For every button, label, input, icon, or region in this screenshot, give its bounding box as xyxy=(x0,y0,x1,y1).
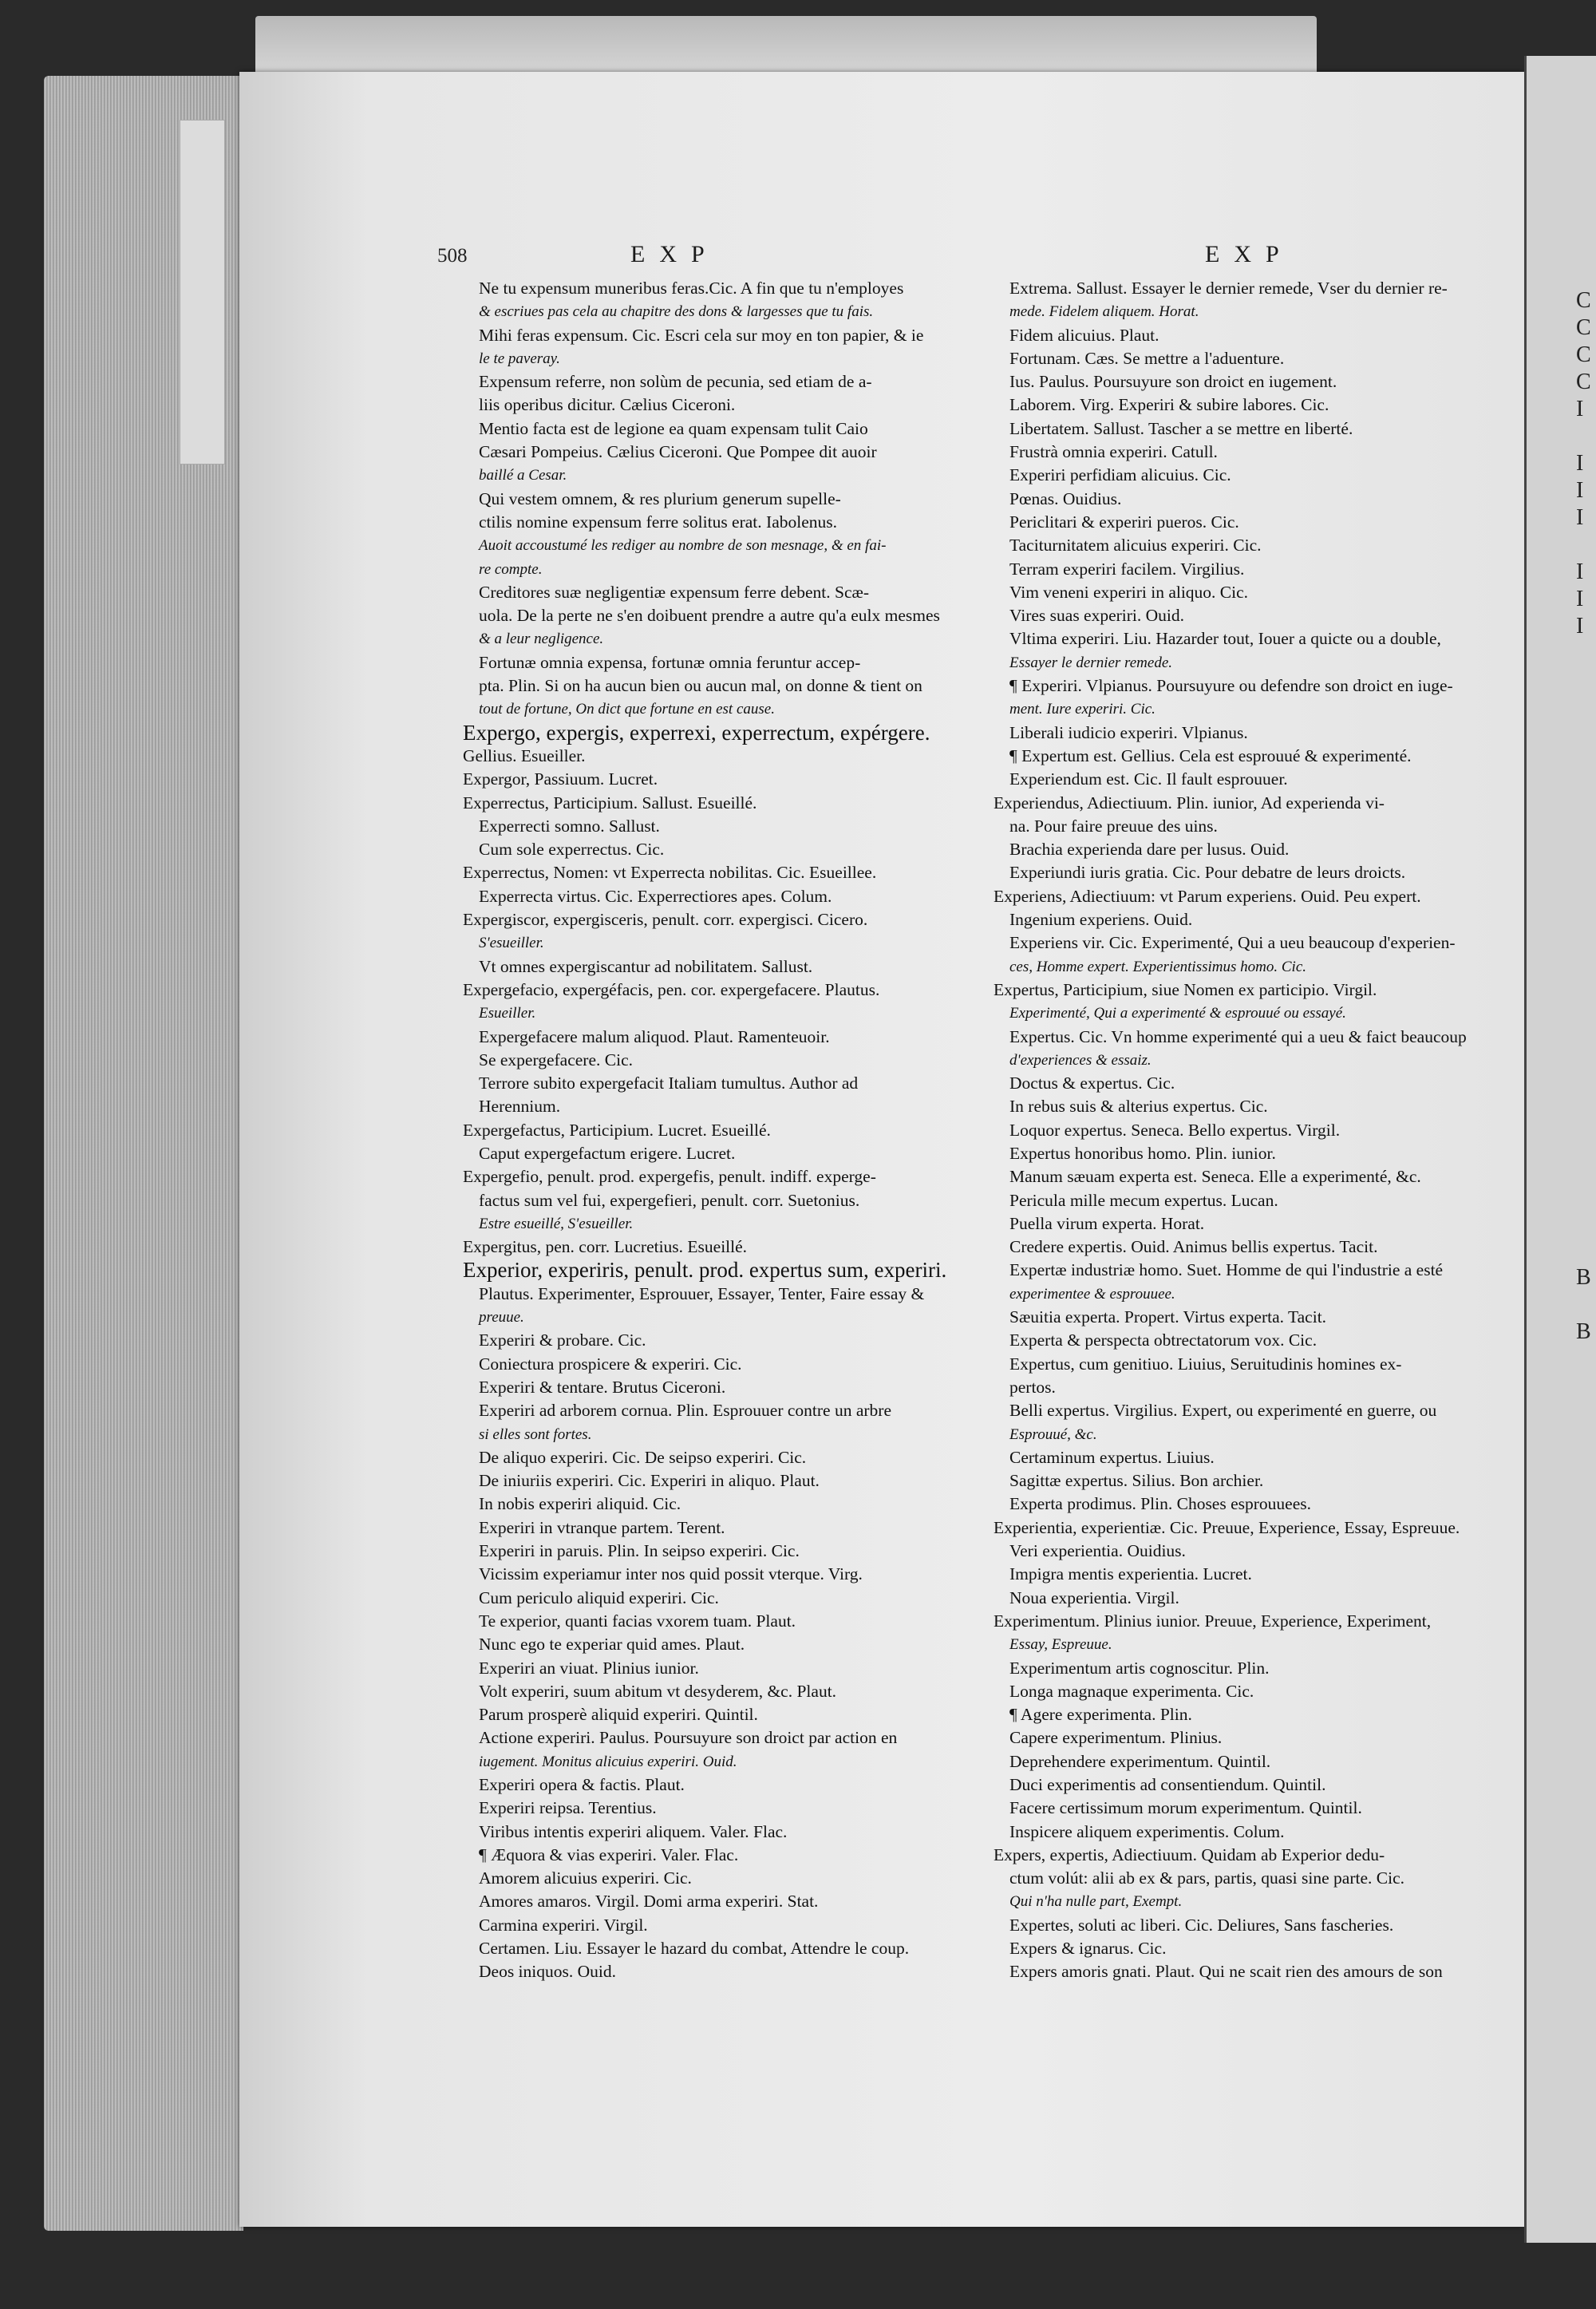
dictionary-line: Vires suas experiri. Ouid. xyxy=(1009,606,1185,626)
margin-letter xyxy=(1576,1291,1596,1319)
margin-letter xyxy=(1576,722,1596,749)
dictionary-line: pta. Plin. Si on ha aucun bien ou aucun mal, on donne & tient on xyxy=(479,676,922,696)
dictionary-line: experimentee & esprouuee. xyxy=(1009,1285,1175,1303)
dictionary-line: Qui vestem omnem, & res plurium generum supelle- xyxy=(479,488,841,508)
dictionary-line: Cæsari Pompeius. Cælius Ciceroni. Que Pompee dit auoir xyxy=(479,442,877,462)
dictionary-line: ment. Iure experiri. Cic. xyxy=(1009,701,1156,718)
dictionary-line: Experiri & probare. Cic. xyxy=(479,1330,646,1350)
dictionary-line: Vltima experiri. Liu. Hazarder tout, Iouer a quicte ou a double, xyxy=(1009,629,1441,649)
margin-letter xyxy=(1576,857,1596,884)
dictionary-line: Expertus. Cic. Vn homme experimenté qui a ueu & faict beaucoup xyxy=(1009,1026,1467,1046)
running-head-right: EXP xyxy=(1205,241,1294,267)
dictionary-line: preuue. xyxy=(479,1309,524,1326)
dictionary-line: Noua experientia. Virgil. xyxy=(1009,1587,1179,1607)
dictionary-line: Experiri opera & factis. Plaut. xyxy=(479,1775,685,1794)
dictionary-line: Experiri ad arborem cornua. Plin. Esprouuer contre un arbre xyxy=(479,1401,891,1421)
margin-letter xyxy=(1576,1101,1596,1129)
dictionary-line: Expertus, Participium, siue Nomen ex participio. Virgil. xyxy=(994,979,1377,999)
dictionary-line: Creditores suæ negligentiæ expensum ferre debent. Scæ- xyxy=(479,582,870,602)
dictionary-line: pertos. xyxy=(1009,1377,1056,1397)
margin-letter xyxy=(1576,532,1596,559)
dictionary-line: iugement. Monitus alicuius experiri. Ouid. xyxy=(479,1753,737,1770)
dictionary-line: Experiri in vtranque partem. Terent. xyxy=(479,1517,725,1537)
dictionary-line: Certaminum expertus. Liuius. xyxy=(1009,1447,1215,1467)
dictionary-line: Experiri perfidiam alicuius. Cic. xyxy=(1009,465,1231,485)
dictionary-line: Expertus, cum genitiuo. Liuius, Seruitudinis homines ex- xyxy=(1009,1354,1402,1374)
dictionary-line: Carmina experiri. Virgil. xyxy=(479,1915,648,1935)
dictionary-line: baillé a Cesar. xyxy=(479,467,567,484)
dictionary-line: Fortunam. Cæs. Se mettre a l'aduenture. xyxy=(1009,348,1285,368)
dictionary-line: Auoit accoustumé les rediger au nombre de son mesnage, & en fai- xyxy=(479,537,887,555)
dictionary-line: Expergefacere malum aliquod. Plaut. Ramenteuoir. xyxy=(479,1026,830,1046)
dictionary-line: Laborem. Virg. Experiri & subire labores. Cic. xyxy=(1009,395,1329,415)
dictionary-line: Expergitus, pen. corr. Lucretius. Esueillé. xyxy=(463,1237,748,1257)
dictionary-line: Liberali iudicio experiri. Vlpianus. xyxy=(1009,722,1248,742)
dictionary-line: Experrecti somno. Sallust. xyxy=(479,816,660,836)
dictionary-line: Esprouué, &c. xyxy=(1009,1425,1097,1443)
dictionary-line: Amores amaros. Virgil. Domi arma experiri. Stat. xyxy=(479,1892,819,1912)
dictionary-line: Experiundi iuris gratia. Cic. Pour debatre de leurs droicts. xyxy=(1009,863,1406,883)
dictionary-line: ctilis nomine expensum ferre solitus erat. Iabolenus. xyxy=(479,512,837,532)
margin-letter xyxy=(1576,1129,1596,1156)
dictionary-line: Esueiller. xyxy=(479,1005,536,1022)
margin-letter: B xyxy=(1576,1265,1591,1290)
dictionary-line: Cum periculo aliquid experiri. Cic. xyxy=(479,1587,719,1607)
dictionary-line: Experiri reipsa. Terentius. xyxy=(479,1798,657,1818)
dictionary-line: Expertes, soluti ac liberi. Cic. Deliures, Sans fascheries. xyxy=(1009,1915,1394,1935)
dictionary-line: Certamen. Liu. Essayer le hazard du combat, Attendre le coup. xyxy=(479,1939,910,1959)
dictionary-line: Caput expergefactum erigere. Lucret. xyxy=(479,1143,736,1163)
margin-letter xyxy=(1576,830,1596,857)
dictionary-line: Experiri & tentare. Brutus Ciceroni. xyxy=(479,1377,726,1397)
dictionary-line: Expergefio, penult. prod. expergefis, penult. indiff. experge- xyxy=(463,1167,876,1187)
margin-letter: C xyxy=(1576,342,1591,367)
page-top-edge xyxy=(255,16,1317,80)
dictionary-line: Frustrà omnia experiri. Catull. xyxy=(1009,442,1218,462)
dictionary-line: tout de fortune, On dict que fortune en est cause. xyxy=(479,701,775,718)
dictionary-line: Actione experiri. Paulus. Poursuyure son droict par action en xyxy=(479,1728,898,1748)
dictionary-line: d'experiences & essaiz. xyxy=(1009,1051,1152,1069)
dictionary-line: na. Pour faire preuue des uins. xyxy=(1009,816,1218,836)
dictionary-line: Expertæ industriæ homo. Suet. Homme de qui l'industrie a esté xyxy=(1009,1260,1444,1280)
dictionary-line: Experior, experiris, penult. prod. expertus sum, experiri. xyxy=(463,1259,947,1283)
page-number: 508 xyxy=(437,245,468,267)
dictionary-line: re compte. xyxy=(479,560,543,578)
margin-letter: C xyxy=(1576,315,1591,340)
facing-page-margin-letters xyxy=(1576,287,1596,1346)
dictionary-line: Expergiscor, expergisceris, penult. corr. expergisci. Cicero. xyxy=(463,910,868,930)
dictionary-line: Cum sole experrectus. Cic. xyxy=(479,840,665,860)
dictionary-line: & escriues pas cela au chapitre des dons & largesses que tu fais. xyxy=(479,303,874,321)
dictionary-line: Volt experiri, suum abitum vt desyderem, &c. Plaut. xyxy=(479,1681,837,1701)
dictionary-line: Fortunæ omnia expensa, fortunæ omnia feruntur accep- xyxy=(479,652,861,672)
margin-letter xyxy=(1576,776,1596,803)
dictionary-line: Vicissim experiamur inter nos quid possit vterque. Virg. xyxy=(479,1564,863,1584)
dictionary-line: Experiendum est. Cic. Il fault esprouuer. xyxy=(1009,769,1288,789)
right-column xyxy=(994,277,1480,1984)
dictionary-line: Libertatem. Sallust. Tascher a se mettre en liberté. xyxy=(1009,418,1353,438)
dictionary-line: Deprehendere experimentum. Quintil. xyxy=(1009,1751,1271,1771)
dictionary-line: Terram experiri facilem. Virgilius. xyxy=(1009,559,1245,579)
dictionary-line: Manum sæuam experta est. Seneca. Elle a experimenté, &c. xyxy=(1009,1167,1421,1187)
margin-letter: I xyxy=(1576,451,1584,476)
margin-letter: C xyxy=(1576,370,1591,394)
dictionary-line: Coniectura prospicere & experiri. Cic. xyxy=(479,1354,742,1374)
dictionary-line: Impigra mentis experientia. Lucret. xyxy=(1009,1564,1252,1584)
dictionary-line: Experiens vir. Cic. Experimenté, Qui a ueu beaucoup d'experien- xyxy=(1009,933,1456,953)
margin-letter: I xyxy=(1576,587,1584,611)
margin-letter xyxy=(1576,749,1596,776)
dictionary-line: Brachia experienda dare per lusus. Ouid. xyxy=(1009,840,1290,860)
dictionary-line: Fidem alicuius. Plaut. xyxy=(1009,325,1159,345)
dictionary-line: Plautus. Experimenter, Esprouuer, Essayer, Tenter, Faire essay & xyxy=(479,1283,925,1303)
margin-letter xyxy=(1576,1183,1596,1210)
dictionary-line: Experrecta virtus. Cic. Experrectiores apes. Colum. xyxy=(479,886,832,906)
dictionary-line: Experta & perspecta obtrectatorum vox. Cic. xyxy=(1009,1330,1317,1350)
dictionary-line: Expensum referre, non solùm de pecunia, sed etiam de a- xyxy=(479,372,872,392)
left-column xyxy=(463,277,954,1984)
margin-letter xyxy=(1576,423,1596,450)
dictionary-line: Puella virum experta. Horat. xyxy=(1009,1213,1205,1233)
margin-letter: I xyxy=(1576,505,1584,530)
dictionary-line: Vt omnes expergiscantur ad nobilitatem. Sallust. xyxy=(479,956,813,976)
dictionary-line: Experiri an viuat. Plinius iunior. xyxy=(479,1658,699,1678)
running-head-left: EXP xyxy=(630,241,719,267)
dictionary-line: Experiens, Adiectiuum: vt Parum experiens. Ouid. Peu expert. xyxy=(994,886,1421,906)
dictionary-line: Vim veneni experiri in aliquo. Cic. xyxy=(1009,582,1249,602)
margin-letter xyxy=(1576,993,1596,1020)
dictionary-line: Experiri in paruis. Plin. In seipso experiri. Cic. xyxy=(479,1541,800,1561)
dictionary-line: Extrema. Sallust. Essayer le dernier remede, Vser du dernier re- xyxy=(1009,279,1448,298)
dictionary-line: Longa magnaque experimenta. Cic. xyxy=(1009,1681,1254,1701)
dictionary-line: Se expergefacere. Cic. xyxy=(479,1050,633,1069)
dictionary-line: Expers, expertis, Adiectiuum. Quidam ab Experior dedu- xyxy=(994,1844,1385,1864)
dictionary-line: mede. Fidelem aliquem. Horat. xyxy=(1009,303,1199,321)
dictionary-line: liis operibus dicitur. Cælius Ciceroni. xyxy=(479,395,736,415)
dictionary-line: Loquor expertus. Seneca. Bello expertus. Virgil. xyxy=(1009,1120,1341,1140)
dictionary-line: Mihi feras expensum. Cic. Escri cela sur moy en ton papier, & ie xyxy=(479,325,924,345)
dictionary-line: In nobis experiri aliquid. Cic. xyxy=(479,1494,681,1514)
dictionary-line: Duci experimentis ad consentiendum. Quintil. xyxy=(1009,1775,1326,1794)
dictionary-line: S'esueiller. xyxy=(479,935,544,952)
dictionary-line: Nunc ego te experiar quid ames. Plaut. xyxy=(479,1635,745,1655)
dictionary-line: Experimentum. Plinius iunior. Preuue, Experience, Experiment, xyxy=(994,1611,1432,1631)
dictionary-line: In rebus suis & alterius expertus. Cic. xyxy=(1009,1097,1268,1117)
dictionary-line: ¶ Expertum est. Gellius. Cela est esprouué & experimenté. xyxy=(1009,745,1412,765)
dictionary-line: Pœnas. Ouidius. xyxy=(1009,488,1122,508)
dictionary-line: Amorem alicuius experiri. Cic. xyxy=(479,1868,692,1888)
margin-letter xyxy=(1576,640,1596,667)
dictionary-line: Inspicere aliquem experimentis. Colum. xyxy=(1009,1821,1285,1841)
margin-letter xyxy=(1576,1210,1596,1237)
dictionary-line: factus sum vel fui, expergefieri, penult. corr. Suetonius. xyxy=(479,1190,860,1210)
dictionary-line: Expertus honoribus homo. Plin. iunior. xyxy=(1009,1143,1276,1163)
dictionary-line: Doctus & expertus. Cic. xyxy=(1009,1073,1175,1093)
dictionary-line: Mentio facta est de legione ea quam expensam tulit Caio xyxy=(479,418,868,438)
margin-letter: B xyxy=(1576,1319,1591,1344)
margin-letter: I xyxy=(1576,478,1584,503)
dictionary-line: Essayer le dernier remede. xyxy=(1009,654,1173,671)
dictionary-line: Deos iniquos. Ouid. xyxy=(479,1962,616,1982)
dictionary-line: De iniuriis experiri. Cic. Experiri in aliquo. Plaut. xyxy=(479,1471,820,1491)
dictionary-line: Taciturnitatem alicuius experiri. Cic. xyxy=(1009,536,1262,556)
margin-letter: C xyxy=(1576,288,1591,313)
dictionary-line: ctum volút: alii ab ex & pars, partis, quasi sine parte. Cic. xyxy=(1009,1868,1404,1888)
margin-letter xyxy=(1576,1047,1596,1074)
margin-letter xyxy=(1576,911,1596,939)
margin-letter: I xyxy=(1576,559,1584,584)
dictionary-line: De aliquo experiri. Cic. De seipso experiri. Cic. xyxy=(479,1447,807,1467)
paper-slip xyxy=(180,120,225,465)
margin-letter xyxy=(1576,939,1596,966)
dictionary-line: Facere certissimum morum experimentum. Quintil. xyxy=(1009,1798,1362,1818)
dictionary-line: Expergor, Passiuum. Lucret. xyxy=(463,769,658,789)
dictionary-line: Qui n'ha nulle part, Exempt. xyxy=(1009,1893,1183,1911)
margin-letter xyxy=(1576,1156,1596,1183)
dictionary-line: Sagittæ expertus. Silius. Bon archier. xyxy=(1009,1471,1264,1491)
dictionary-line: ces, Homme expert. Experientissimus homo. Cic. xyxy=(1009,958,1307,975)
dictionary-line: Herennium. xyxy=(479,1097,561,1117)
margin-letter xyxy=(1576,803,1596,830)
dictionary-line: Capere experimentum. Plinius. xyxy=(1009,1728,1223,1748)
dictionary-line: & a leur negligence. xyxy=(479,631,604,648)
dictionary-line: Pericula mille mecum expertus. Lucan. xyxy=(1009,1190,1278,1210)
margin-letter xyxy=(1576,1237,1596,1264)
dictionary-line: Expers & ignarus. Cic. xyxy=(1009,1939,1167,1959)
margin-letter: I xyxy=(1576,397,1584,421)
margin-letter xyxy=(1576,1074,1596,1101)
dictionary-line: Experrectus, Participium. Sallust. Esueillé. xyxy=(463,793,757,812)
margin-letter xyxy=(1576,667,1596,694)
dictionary-line: Expers amoris gnati. Plaut. Qui ne scait rien des amours de son xyxy=(1009,1962,1443,1982)
dictionary-line: Experrectus, Nomen: vt Experrecta nobilitas. Cic. Esueillee. xyxy=(463,863,877,883)
dictionary-line: Te experior, quanti facias vxorem tuam. Plaut. xyxy=(479,1611,796,1631)
margin-letter xyxy=(1576,966,1596,993)
dictionary-line: ¶ Agere experimenta. Plin. xyxy=(1009,1705,1192,1725)
dictionary-line: Credere expertis. Ouid. Animus bellis expertus. Tacit. xyxy=(1009,1237,1378,1257)
margin-letter: I xyxy=(1576,614,1584,639)
dictionary-line: Expergefacio, expergéfacis, pen. cor. expergefacere. Plautus. xyxy=(463,979,880,999)
dictionary-line: Experientia, experientiæ. Cic. Preuue, Experience, Essay, Espreuue. xyxy=(994,1517,1460,1537)
dictionary-line: Terrore subito expergefacit Italiam tumultus. Author ad xyxy=(479,1073,859,1093)
dictionary-line: ¶ Æquora & vias experiri. Valer. Flac. xyxy=(479,1844,739,1864)
dictionary-line: si elles sont fortes. xyxy=(479,1425,592,1443)
dictionary-line: uola. De la perte ne s'en doibuent prendre a autre qu'a eulx mesmes xyxy=(479,606,940,626)
dictionary-line: Ius. Paulus. Poursuyure son droict en iugement. xyxy=(1009,372,1337,392)
margin-letter xyxy=(1576,694,1596,722)
dictionary-line: Belli expertus. Virgilius. Expert, ou experimenté en guerre, ou xyxy=(1009,1401,1437,1421)
dictionary-line: Sæuitia experta. Propert. Virtus experta. Tacit. xyxy=(1009,1307,1327,1327)
margin-letter xyxy=(1576,1020,1596,1047)
dictionary-line: Experiendus, Adiectiuum. Plin. iunior, Ad experienda vi- xyxy=(994,793,1385,812)
dictionary-line: Viribus intentis experiri aliquem. Valer. Flac. xyxy=(479,1821,788,1841)
dictionary-line: le te paveray. xyxy=(479,350,560,367)
dictionary-line: Ne tu expensum muneribus feras.Cic. A fin que tu n'employes xyxy=(479,279,904,298)
dictionary-line: Gellius. Esueiller. xyxy=(463,745,586,765)
dictionary-line: Periclitari & experiri pueros. Cic. xyxy=(1009,512,1239,532)
dictionary-line: Parum prosperè aliquid experiri. Quintil. xyxy=(479,1705,758,1725)
dictionary-line: Experta prodimus. Plin. Choses esprouuees. xyxy=(1009,1494,1311,1514)
dictionary-line: Expergo, expergis, experrexi, experrectum, expérgere. xyxy=(463,721,930,745)
dictionary-line: Ingenium experiens. Ouid. xyxy=(1009,910,1193,930)
dictionary-line: Estre esueillé, S'esueiller. xyxy=(479,1215,634,1232)
dictionary-line: Experimentum artis cognoscitur. Plin. xyxy=(1009,1658,1270,1678)
dictionary-line: Veri experientia. Ouidius. xyxy=(1009,1541,1186,1561)
dictionary-line: Essay, Espreuue. xyxy=(1009,1636,1112,1654)
margin-letter xyxy=(1576,884,1596,911)
dictionary-line: Expergefactus, Participium. Lucret. Esueillé. xyxy=(463,1120,771,1140)
dictionary-line: ¶ Experiri. Vlpianus. Poursuyure ou defendre son droict en iuge- xyxy=(1009,676,1453,696)
dictionary-line: Experimenté, Qui a experimenté & esprouué ou essayé. xyxy=(1009,1005,1346,1022)
